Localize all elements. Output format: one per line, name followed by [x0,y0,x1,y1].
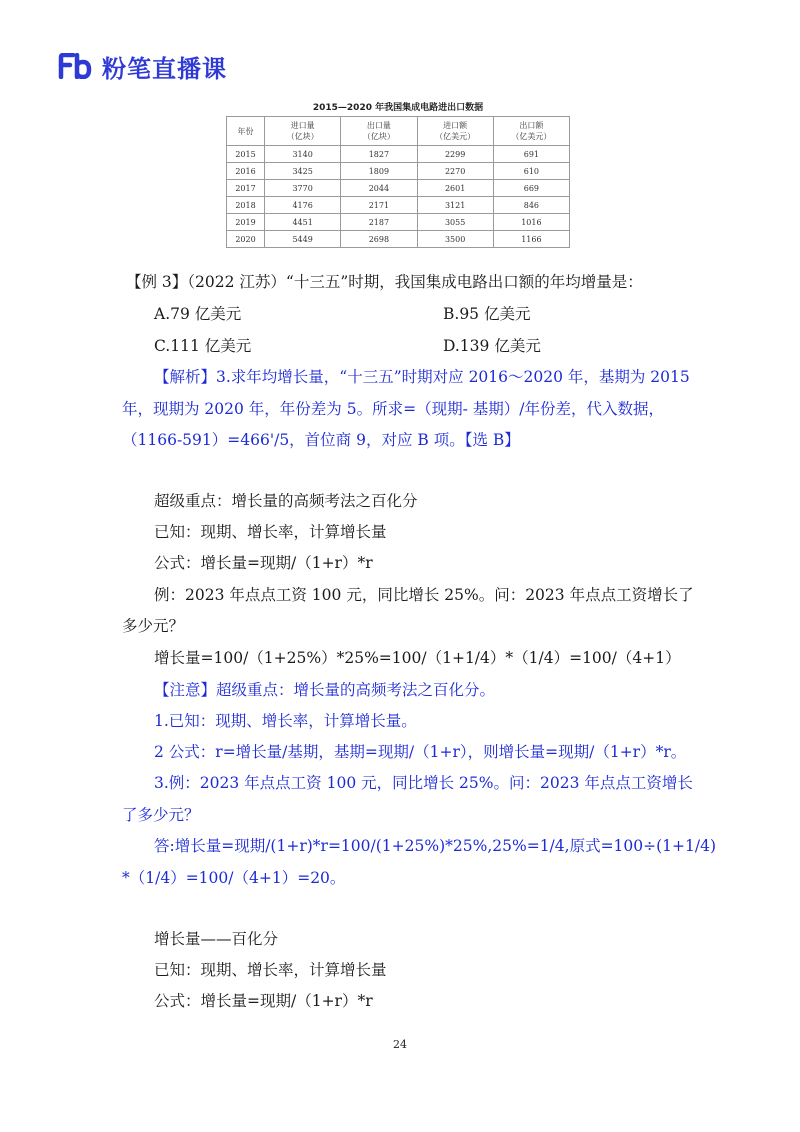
table-cell: 2698 [341,231,417,248]
section2-line: 公式：增长量=现期/（1+r）*r [154,992,373,1010]
brand-logo [58,50,227,82]
table-row [227,146,570,163]
table-cell: 2015 [227,146,265,163]
table-cell: 1809 [341,163,417,180]
brand-name: 粉笔直播课 [102,54,227,83]
data-table-figure [226,100,570,248]
fenbi-logo-icon [58,53,92,79]
table-cell: 2019 [227,214,265,231]
section1-line: 增长量=100/（1+25%）*25%=100/（1+1/4）*（1/4）=100/（4+1） [154,649,681,667]
table-row [227,214,570,231]
table-cell: 3770 [265,180,341,197]
section1-line: 多少元？ [122,617,185,635]
note-line: 答:增长量=现期/(1+r)*r=100/(1+25%)*25%,25%=1/4,原式=100÷(1+1/4) [154,837,717,855]
analysis-line: 年，现期为 2020 年，年份差为 5。所求=（现期- 基期）/年份差，代入数据， [122,400,664,418]
table-cell: 3500 [417,231,493,248]
table-cell: 4451 [265,214,341,231]
header-export-value: 出口额 （亿美元） [493,117,569,146]
table-cell: 3055 [417,214,493,231]
table-cell: 846 [493,197,569,214]
table-cell: 2270 [417,163,493,180]
note-line: 1.已知：现期、增长率，计算增长量。 [154,712,417,730]
table-title: 2015—2020 年我国集成电路进出口数据 [312,103,484,113]
option-a: A.79 亿美元 [154,305,242,323]
table-cell: 4176 [265,197,341,214]
table-cell: 3140 [265,146,341,163]
section1-line: 公式：增长量=现期/（1+r）*r [154,554,373,572]
header-year: 年份 [227,117,265,146]
table-cell: 2299 [417,146,493,163]
table-row [227,197,570,214]
note-line: 了多少元？ [122,806,200,824]
table-cell: 2017 [227,180,265,197]
section1-line: 已知：现期、增长率，计算增长量 [154,523,387,541]
note-line: 2 公式：r=增长量/基期，基期=现期/（1+r），则增长量=现期/（1+r）*r。 [154,743,687,761]
note-line: 3.例：2023 年点点工资 100 元，同比增长 25%。问：2023 年点点工资增长 [154,774,693,792]
table-cell: 2016 [227,163,265,180]
option-b: B.95 亿美元 [443,305,531,323]
table-cell: 610 [493,163,569,180]
table-cell: 669 [493,180,569,197]
table-cell: 1016 [493,214,569,231]
note-line: *（1/4）=100/（4+1）=20。 [122,869,346,887]
analysis-line: （1166-591）=466'/5，首位商 9，对应 B 项。【选 B】 [122,431,520,449]
table-cell: 691 [493,146,569,163]
table-cell: 2018 [227,197,265,214]
table-cell: 2187 [341,214,417,231]
analysis-line: 【解析】3.求年均增长量，“十三五”时期对应 2016～2020 年，基期为 2015 [154,368,690,386]
table-cell: 3121 [417,197,493,214]
page-number: 24 [393,1038,407,1051]
section1-heading: 超级重点：增长量的高频考法之百化分 [154,492,418,510]
table-cell: 1827 [341,146,417,163]
table-row [227,180,570,197]
header-import-value: 进口额 （亿美元） [417,117,493,146]
table-header-row [227,117,570,146]
table-cell: 2601 [417,180,493,197]
header-export-volume: 出口量 （亿块） [341,117,417,146]
header-import-volume: 进口量 （亿块） [265,117,341,146]
table-cell: 2020 [227,231,265,248]
table-row [227,231,570,248]
section2-heading: 增长量——百化分 [154,930,279,948]
table-cell: 2171 [341,197,417,214]
table-cell: 2044 [341,180,417,197]
table-row [227,163,570,180]
option-c: C.111 亿美元 [154,337,252,355]
option-d: D.139 亿美元 [443,337,541,355]
section2-line: 已知：现期、增长率，计算增长量 [154,961,387,979]
question-stem: 【例 3】（2022 江苏）“十三五”时期，我国集成电路出口额的年均增量是： [126,273,643,291]
table-cell: 3425 [265,163,341,180]
section1-line: 例：2023 年点点工资 100 元，同比增长 25%。问：2023 年点点工资增长了 [154,586,694,604]
note-line: 【注意】超级重点：增长量的高频考法之百化分。 [154,681,496,699]
data-table [226,116,570,248]
table-cell: 5449 [265,231,341,248]
table-cell: 1166 [493,231,569,248]
